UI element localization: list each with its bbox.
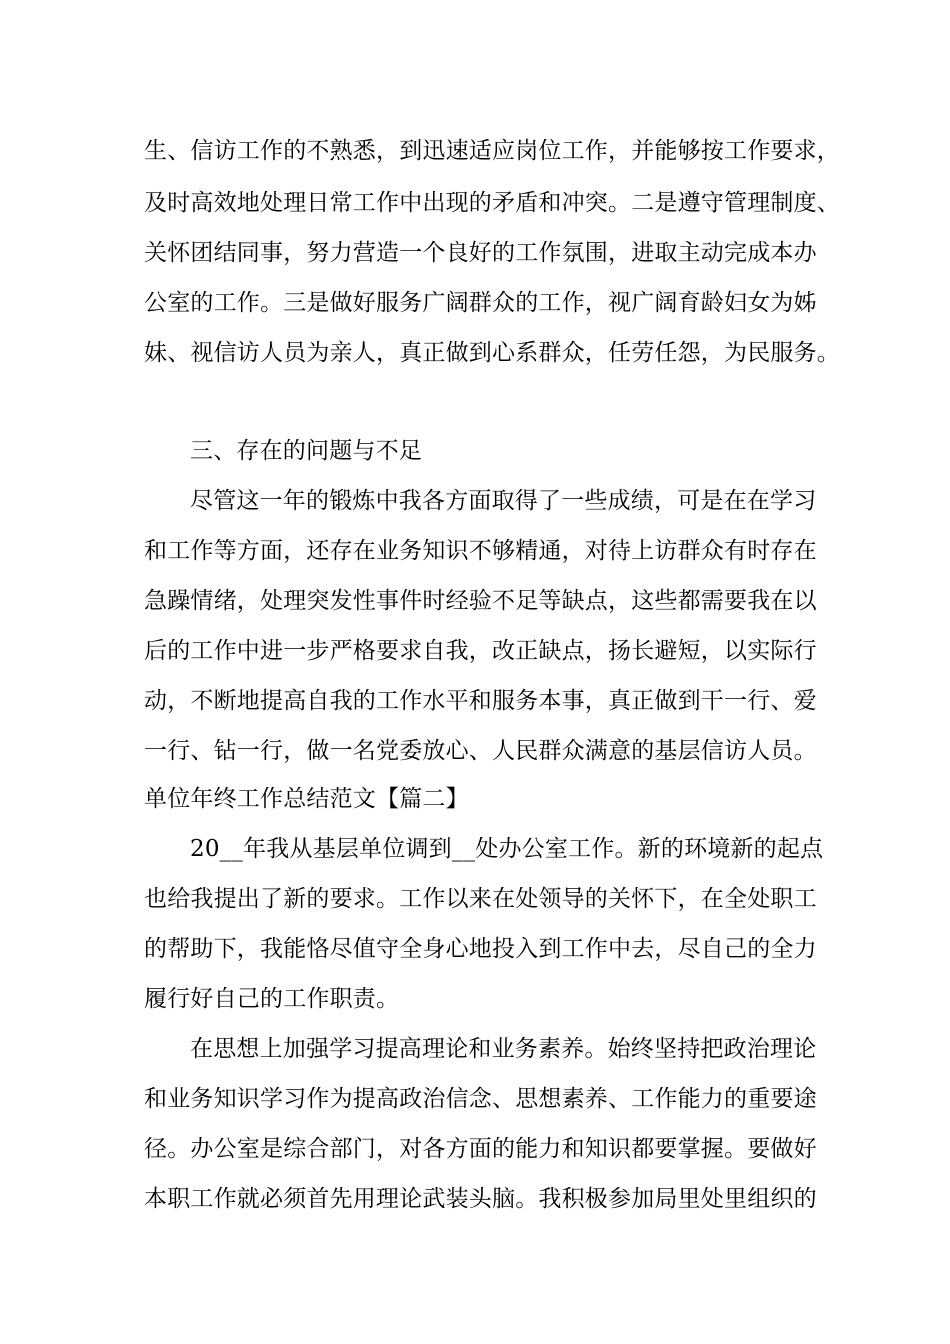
paragraph-first-line: 尽管这一年的锻炼中我各方面取得了一些成绩，可是在在学习 (190, 488, 817, 514)
paragraph-first-line: 在思想上加强学习提高理论和业务素养。始终坚持把政治理论 (190, 1036, 817, 1062)
body-text-line: 急躁情绪，处理突发性事件时经验不足等缺点，这些都需要我在以 (144, 588, 817, 614)
body-text-line: 一行、钻一行，做一名党委放心、人民群众满意的基层信访人员。 (144, 738, 817, 764)
body-text-line: 本职工作就必须首先用理论武装头脑。我积极参加局里处里组织的 (144, 1186, 817, 1212)
body-text-line: 也给我提出了新的要求。工作以来在处领导的关怀下，在全处职工 (144, 886, 817, 912)
body-text-line: 和业务知识学习作为提高政治信念、思想素养、工作能力的重要途 (144, 1086, 817, 1112)
paragraph-first-line: 20__年我从基层单位调到__处办公室工作。新的环境新的起点 (190, 836, 824, 862)
body-text-line: 及时高效地处理日常工作中出现的矛盾和冲突。二是遵守管理制度、 (144, 190, 840, 216)
article-title: 单位年终工作总结范文【篇二】 (144, 786, 469, 812)
body-text-line: 后的工作中进一步严格要求自我，改正缺点，扬长避短，以实际行 (144, 638, 817, 664)
body-text-line: 径。办公室是综合部门，对各方面的能力和知识都要掌握。要做好 (144, 1136, 817, 1162)
body-text-line: 公室的工作。三是做好服务广阔群众的工作，视广阔育龄妇女为姊 (144, 290, 817, 316)
body-text-line: 和工作等方面，还存在业务知识不够精通，对待上访群众有时存在 (144, 538, 817, 564)
body-text-line: 动，不断地提高自我的工作水平和服务本事，真正做到干一行、爱 (144, 688, 817, 714)
body-text-line: 关怀团结同事，努力营造一个良好的工作氛围，进取主动完成本办 (144, 240, 817, 266)
body-text-line: 的帮助下，我能恪尽值守全身心地投入到工作中去，尽自己的全力 (144, 936, 817, 962)
section-heading: 三、存在的问题与不足 (190, 438, 422, 464)
body-text-line: 生、信访工作的不熟悉，到迅速适应岗位工作，并能够按工作要求， (144, 138, 840, 164)
body-text-line: 妹、视信访人员为亲人，真正做到心系群众，任劳任怨，为民服务。 (144, 340, 840, 366)
body-text-line: 履行好自己的工作职责。 (144, 986, 400, 1012)
